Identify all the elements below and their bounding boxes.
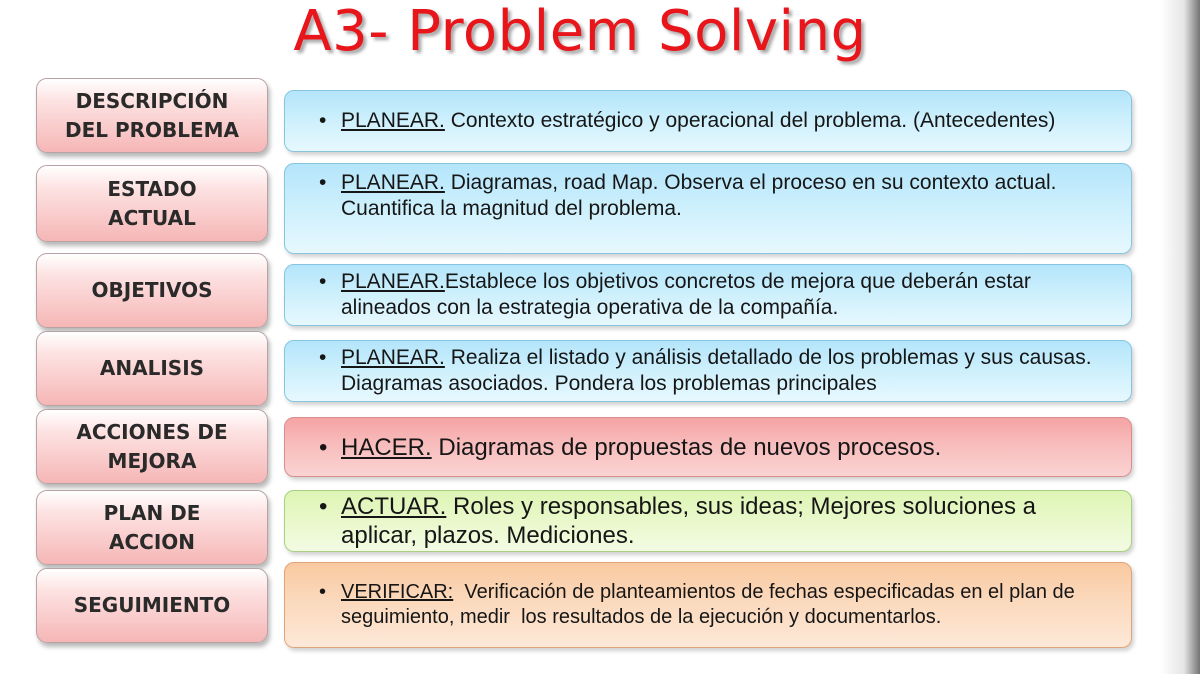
bullet-icon: • bbox=[319, 270, 327, 293]
phase-keyword: PLANEAR. bbox=[341, 109, 445, 132]
phase-keyword: PLANEAR. bbox=[341, 171, 445, 194]
label-acciones-mejora bbox=[36, 409, 268, 484]
label-line: DESCRIPCIÓN bbox=[75, 88, 229, 113]
label-plan-accion bbox=[36, 490, 268, 565]
label-line: SEGUIMIENTO bbox=[73, 593, 231, 617]
label-line: ACCION bbox=[108, 529, 195, 554]
label-line: OBJETIVOS bbox=[91, 278, 213, 302]
description-text: Contexto estratégico y operacional del problema. (Antecedentes) bbox=[444, 109, 1056, 132]
description-text: Roles y responsables, sus ideas; Mejores soluciones a aplicar, plazos. Mediciones. bbox=[341, 493, 1036, 549]
bullet-icon: • bbox=[319, 346, 327, 369]
bullet-icon: • bbox=[319, 433, 328, 461]
description-text: Diagramas de propuestas de nuevos procesos. bbox=[431, 433, 942, 461]
label-line: PLAN DE bbox=[103, 500, 201, 525]
diagram-title: A3- Problem Solving bbox=[293, 0, 867, 64]
label-line: ESTADO bbox=[107, 176, 197, 201]
description-text: Diagramas, road Map. Observa el proceso en su contexto actual. Cuantifica la magnitud del problema. bbox=[341, 171, 1057, 220]
label-line: ACTUAL bbox=[108, 205, 196, 230]
label-line: ANALISIS bbox=[99, 356, 205, 380]
description-text: Establece los objetivos concretos de mejora que deberán estar alineados con la estrategia operativa de la compañía. bbox=[341, 270, 1031, 319]
description-box-estado bbox=[284, 163, 1132, 254]
description-box-analisis bbox=[284, 340, 1132, 402]
label-line: DEL PROBLEMA bbox=[64, 117, 240, 142]
description-text: Realiza el listado y análisis detallado de los problemas y sus causas. Diagramas asociados. Pondera los problemas principales bbox=[341, 346, 1092, 395]
label-line: ACCIONES DE bbox=[76, 419, 228, 444]
bullet-icon: • bbox=[319, 109, 327, 132]
phase-keyword: ACTUAR. bbox=[341, 493, 447, 520]
phase-keyword: PLANEAR. bbox=[341, 346, 445, 369]
label-seguimiento bbox=[36, 568, 268, 643]
bullet-icon: • bbox=[319, 493, 328, 520]
label-line: MEJORA bbox=[107, 448, 197, 473]
label-descripcion-problema bbox=[36, 78, 268, 153]
description-box-descripcion bbox=[284, 90, 1132, 152]
bullet-icon: • bbox=[319, 581, 327, 603]
phase-keyword: HACER. bbox=[341, 433, 432, 461]
label-analisis bbox=[36, 331, 268, 406]
description-text: Verificación de planteamientos de fechas especificadas en el plan de seguimiento, medir los resultados de la ejecución y documentarlos. bbox=[341, 581, 1081, 628]
label-estado-actual bbox=[36, 165, 268, 242]
bullet-icon: • bbox=[319, 171, 327, 194]
phase-keyword: PLANEAR. bbox=[341, 270, 445, 293]
description-box-plan bbox=[284, 490, 1132, 552]
right-edge-shadow bbox=[1160, 0, 1200, 674]
label-objetivos bbox=[36, 253, 268, 328]
description-box-objetivos bbox=[284, 264, 1132, 326]
phase-keyword: VERIFICAR: bbox=[341, 581, 454, 603]
description-box-acciones bbox=[284, 417, 1132, 477]
description-box-seguimiento bbox=[284, 562, 1132, 648]
